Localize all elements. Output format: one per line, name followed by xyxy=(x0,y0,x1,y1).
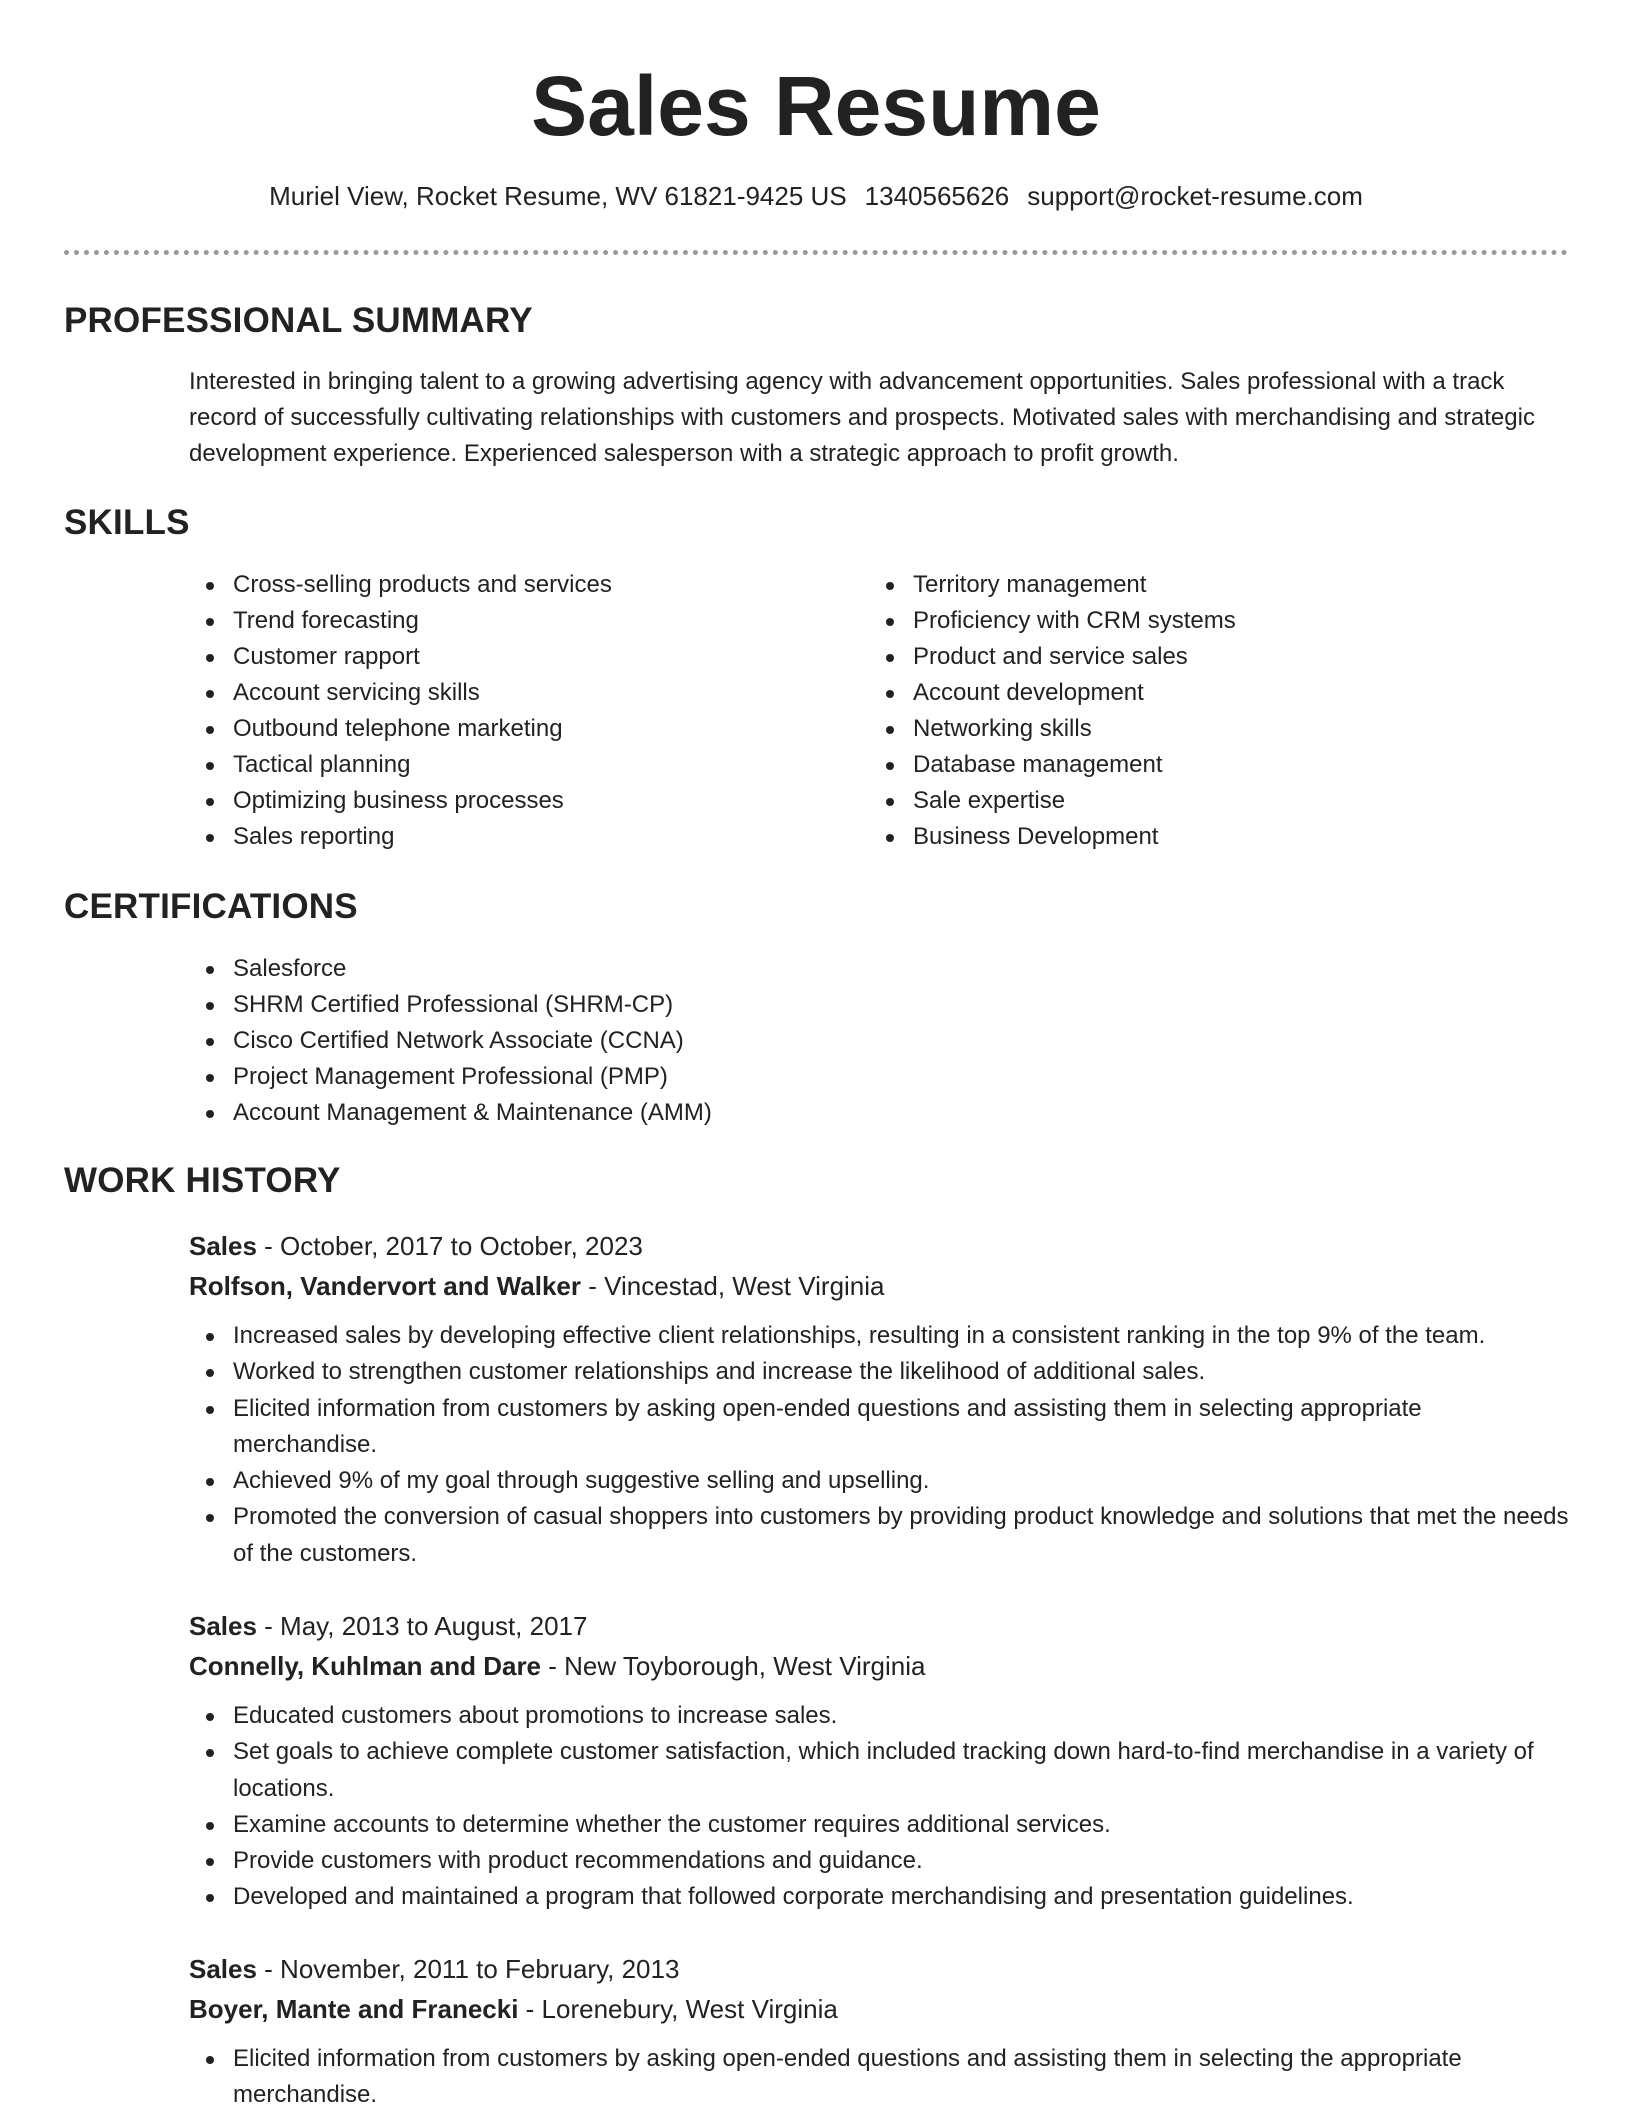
contact-address: Muriel View, Rocket Resume, WV 61821-9425 US xyxy=(269,181,847,211)
job-bullet: Elicited information from customers by asking open-ended questions and assisting them in selecting the appropriate merchandise. xyxy=(233,2041,1569,2114)
summary-heading: PROFESSIONAL SUMMARY xyxy=(64,301,533,340)
skills-left-column xyxy=(189,567,809,855)
certification-item: Salesforce xyxy=(233,951,1569,987)
work-history-heading: WORK HISTORY xyxy=(64,1161,341,1200)
skill-item: Sales reporting xyxy=(233,819,809,855)
job-title-line xyxy=(189,1226,1569,1266)
job-title: Sales xyxy=(189,1231,257,1261)
job-dates: - November, 2011 to February, 2013 xyxy=(256,1954,680,1984)
skill-item: Account servicing skills xyxy=(233,675,809,711)
job-dates: - May, 2013 to August, 2017 xyxy=(256,1611,588,1641)
skill-item: Customer rapport xyxy=(233,639,809,675)
job-bullet: Set goals to achieve complete customer satisfaction, which included tracking down hard-to-find merchandise in a variety of locations. xyxy=(233,1734,1569,1807)
job-bullet: Achieved 9% of my goal through suggestive selling and upselling. xyxy=(233,1463,1569,1499)
job-entry xyxy=(189,1606,1569,1916)
job-company-line xyxy=(189,1989,1569,2029)
certifications-list xyxy=(189,951,1569,1131)
job-location: - Lorenebury, West Virginia xyxy=(518,1994,838,2024)
job-bullet: Promoted the conversion of casual shoppers into customers by providing product knowledge and solutions that met the needs of the customers. xyxy=(233,1499,1569,1572)
job-bullet: Educated customers about promotions to increase sales. xyxy=(233,1698,1569,1734)
skill-item: Business Development xyxy=(913,819,1489,855)
contact-email: support@rocket-resume.com xyxy=(1027,181,1363,211)
skill-item: Proficiency with CRM systems xyxy=(913,603,1489,639)
job-title: Sales xyxy=(189,1611,257,1641)
job-title: Sales xyxy=(189,1954,257,1984)
skill-item: Territory management xyxy=(913,567,1489,603)
job-company: Connelly, Kuhlman and Dare xyxy=(189,1651,542,1681)
skill-item: Account development xyxy=(913,675,1489,711)
certification-item: Project Management Professional (PMP) xyxy=(233,1059,1569,1095)
skills-heading: SKILLS xyxy=(64,503,190,542)
contact-phone: 1340565626 xyxy=(864,181,1010,211)
job-company-line xyxy=(189,1646,1569,1686)
job-bullet: Developed and maintained a program that followed corporate merchandising and presentation guidelines. xyxy=(233,1879,1569,1915)
job-bullet: Worked to strengthen customer relationships and increase the likelihood of additional sales. xyxy=(233,1354,1569,1390)
job-title-line xyxy=(189,1606,1569,1646)
job-bullet: Provide customers with product recommendations and guidance. xyxy=(233,1843,1569,1879)
skill-item: Outbound telephone marketing xyxy=(233,711,809,747)
job-location: - New Toyborough, West Virginia xyxy=(541,1651,926,1681)
job-company: Boyer, Mante and Franecki xyxy=(189,1994,519,2024)
job-bullet: Increased sales by developing effective client relationships, resulting in a consistent ranking in the top 9% of the team. xyxy=(233,1318,1569,1354)
skill-item: Database management xyxy=(913,747,1489,783)
certification-item: Account Management & Maintenance (AMM) xyxy=(233,1095,1569,1131)
job-bullet: Elicited information from customers by asking open-ended questions and assisting them in selecting appropriate merchandise. xyxy=(233,1391,1569,1464)
summary-text: Interested in bringing talent to a growing advertising agency with advancement opportunities. Sales professional with a track record of successfully cultivating relationships with customers and prospects. Motivated sales with merchandising and strategic development experience. Experienced salesperson with a strategic approach to profit growth. xyxy=(189,368,1535,467)
job-title-line xyxy=(189,1949,1569,1989)
skill-item: Networking skills xyxy=(913,711,1489,747)
skill-item: Tactical planning xyxy=(233,747,809,783)
job-dates: - October, 2017 to October, 2023 xyxy=(256,1231,643,1261)
job-company-line xyxy=(189,1266,1569,1306)
skill-item: Sale expertise xyxy=(913,783,1489,819)
resume-title: Sales Resume xyxy=(531,59,1101,153)
certification-item: SHRM Certified Professional (SHRM-CP) xyxy=(233,987,1569,1023)
skills-right-column xyxy=(869,567,1489,855)
skill-item: Trend forecasting xyxy=(233,603,809,639)
contact-line xyxy=(0,178,1632,214)
skill-item: Product and service sales xyxy=(913,639,1489,675)
job-entry xyxy=(189,1949,1569,2114)
skill-item: Optimizing business processes xyxy=(233,783,809,819)
certification-item: Cisco Certified Network Associate (CCNA) xyxy=(233,1023,1569,1059)
job-entry xyxy=(189,1226,1569,1572)
skill-item: Cross-selling products and services xyxy=(233,567,809,603)
job-location: - Vincestad, West Virginia xyxy=(581,1271,885,1301)
job-company: Rolfson, Vandervort and Walker xyxy=(189,1271,582,1301)
job-bullet: Examine accounts to determine whether the customer requires additional services. xyxy=(233,1807,1569,1843)
certifications-heading: CERTIFICATIONS xyxy=(64,887,358,926)
header-divider xyxy=(64,250,1568,255)
